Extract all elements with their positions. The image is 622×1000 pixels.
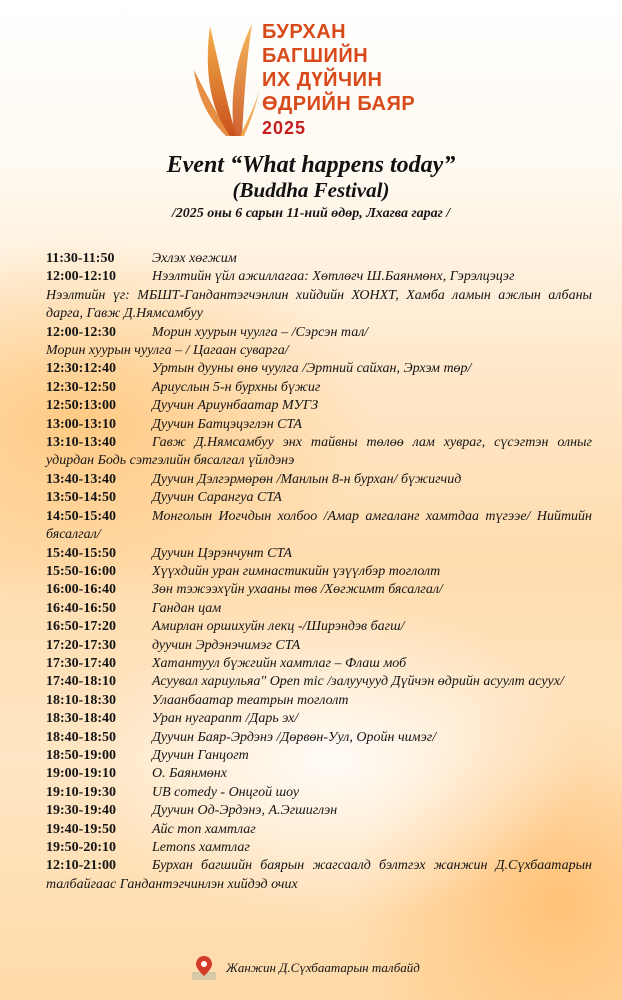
schedule-activity: Хатантуул бүжгийн хамтлаг – Флаш моб — [152, 655, 407, 671]
logo-year: 2025 — [262, 118, 307, 138]
schedule-activity: Дуучин Батцэцэглэн СТА — [152, 416, 302, 432]
schedule-time: 15:50-16:00 — [46, 563, 116, 579]
schedule-row — [46, 379, 592, 397]
logo-line-3: ИХ ДҮЙЧИН — [262, 69, 383, 91]
schedule-time: 12:00-12:30 — [46, 324, 116, 340]
schedule-row — [46, 784, 592, 802]
schedule-row — [46, 471, 592, 489]
schedule-row — [46, 729, 592, 747]
flame-logo-icon — [190, 20, 260, 140]
schedule-time: 13:50-14:50 — [46, 490, 116, 506]
schedule-time: 12:10-21:00 — [46, 858, 116, 874]
schedule-time: 17:40-18:10 — [46, 674, 116, 690]
schedule-activity: Эхлэх хөгжим — [152, 251, 237, 266]
schedule-time: 13:10-13:40 — [46, 435, 116, 451]
schedule-row — [46, 747, 592, 765]
logo-title — [262, 20, 415, 116]
event-date: /2025 оны 6 сарын 11-ний өдөр, Лхагва гараг / — [171, 206, 451, 221]
location-footer — [190, 954, 420, 982]
schedule-activity: Амирлан оршихуйн лекц -/Ширэндэв багш/ — [152, 619, 405, 635]
schedule-row — [46, 839, 592, 857]
schedule-activity: Нээлтийн үг: МБШТ-Гандантэгчэнлин хийдийн ХОНХТ, Хамба ламын ажлын албаны дарга, Гавж Д.Нямсамбуу — [46, 287, 592, 322]
schedule-time: 14:50-15:40 — [46, 508, 116, 524]
schedule-activity: Дуучин Дэлгэрмөрөн /Манлын 8-н бурхан/ бүжигчид — [152, 471, 462, 487]
schedule-time: 19:00-19:10 — [46, 766, 116, 782]
schedule-row — [46, 287, 592, 324]
event-subtitle: (Buddha Festival) — [232, 178, 390, 202]
schedule-time: 12:30-12:50 — [46, 379, 116, 395]
schedule-activity: Дуучин Цэрэнчунт СТА — [152, 545, 292, 561]
schedule-activity: Дуучин Од-Эрдэнэ, А.Эгшиглэн — [152, 803, 338, 819]
schedule-row — [46, 508, 592, 545]
schedule-row — [46, 692, 592, 710]
event-title: Event “What happens today” — [166, 152, 456, 178]
schedule-activity: Уртын дууны өнө чуулга /Эртний сайхан, Эрхэм төр/ — [152, 361, 472, 377]
schedule-row — [46, 360, 592, 378]
logo-line-1: БУРХАН — [262, 21, 347, 43]
schedule-list — [46, 250, 592, 894]
schedule-time: 18:10-18:30 — [46, 692, 116, 708]
schedule-row — [46, 710, 592, 728]
schedule-time: 16:50-17:20 — [46, 619, 116, 635]
schedule-row — [46, 342, 592, 360]
schedule-activity: Морин хуурын чуулга – / Цагаан суварга/ — [46, 343, 289, 359]
schedule-time: 17:20-17:30 — [46, 637, 116, 653]
schedule-time: 17:30-17:40 — [46, 655, 116, 671]
schedule-row — [46, 600, 592, 618]
schedule-row — [46, 324, 592, 342]
schedule-activity: дуучин Эрдэнэчимэг СТА — [152, 637, 301, 653]
schedule-row — [46, 673, 592, 691]
schedule-activity: UB comedy - Онцгой шоу — [152, 784, 300, 800]
schedule-activity: Гандан цам — [152, 600, 222, 616]
schedule-activity: Дуучин Ганцогт — [152, 747, 249, 763]
schedule-row — [46, 821, 592, 839]
schedule-activity: О. Баянмөнх — [152, 766, 227, 782]
schedule-activity: Ариуслын 5-н бурхны бүжиг — [152, 379, 321, 395]
schedule-time: 19:40-19:50 — [46, 821, 116, 837]
schedule-row — [46, 563, 592, 581]
schedule-row — [46, 618, 592, 636]
schedule-activity: Морин хуурын чуулга – /Сэрсэн тал/ — [152, 324, 369, 340]
logo-line-2: БАГШИЙН — [262, 45, 369, 67]
schedule-time: 18:30-18:40 — [46, 711, 116, 727]
schedule-time: 18:40-18:50 — [46, 729, 116, 745]
schedule-row — [46, 581, 592, 599]
schedule-activity: Улаанбаатар театрын тоглолт — [152, 692, 349, 708]
schedule-activity: Асуувал хариульяа" Open mic /залуучууд Дүйчэн өдрийн асуулт асууx/ — [152, 674, 564, 690]
map-pin-icon — [190, 954, 218, 982]
schedule-time: 12:00-12:10 — [46, 269, 116, 285]
schedule-time: 16:40-16:50 — [46, 600, 116, 616]
schedule-row — [46, 857, 592, 894]
schedule-row — [46, 268, 592, 286]
schedule-time: 19:10-19:30 — [46, 784, 116, 800]
schedule-time: 13:40-13:40 — [46, 471, 116, 487]
schedule-time: 19:30-19:40 — [46, 803, 116, 819]
schedule-row — [46, 489, 592, 507]
schedule-row — [46, 434, 592, 471]
location-text: Жанжин Д.Сүхбаатарын талбайд — [226, 960, 420, 975]
logo-line-4: ӨДРИЙН БАЯР — [262, 93, 416, 115]
schedule-activity: Дуучин Баяр-Эрдэнэ /Дөрвөн-Уул, Оройн чимэг/ — [152, 729, 437, 745]
schedule-activity: Уран нугарапт /Дарь эх/ — [152, 711, 299, 727]
schedule-activity: Монголын Иогчдын холбоо /Амар амгаланг хамтдаа түгээе/ Нийтийн бясалгал/ — [46, 508, 592, 543]
schedule-activity: Айс топ хамтлаг — [152, 821, 256, 837]
schedule-activity: Дуучин Сарангуа СТА — [152, 490, 282, 506]
schedule-activity: Гавж Д.Нямсамбуу энх тайвны төлөө лам хувраг, сүсэгтэн олныг удирдан Бодь сэтгэлийн бясалгал үйлдэнэ — [46, 435, 592, 469]
schedule-row — [46, 802, 592, 820]
schedule-time: 13:00-13:10 — [46, 416, 116, 432]
schedule-time: 18:50-19:00 — [46, 747, 116, 763]
schedule-activity: Хүүхдийн уран гимнастикийн үзүүлбэр тоглолт — [152, 563, 441, 579]
schedule-activity: Lemons хамтлаг — [152, 840, 250, 855]
schedule-activity: Дуучин Ариунбаатар МУГЗ — [152, 398, 319, 414]
festival-logo — [190, 10, 430, 142]
schedule-row — [46, 545, 592, 563]
schedule-row — [46, 416, 592, 434]
schedule-activity: Нээлтийн үйл ажиллагаа: Хөтлөгч Ш.Баянмөнх, Гэрэлцэцэг — [152, 269, 515, 285]
schedule-time: 12:50:13:00 — [46, 398, 116, 414]
schedule-activity: Зөн тэжээхүйн ухааны төв /Хөгжимт бясалгал/ — [152, 582, 443, 598]
schedule-row — [46, 397, 592, 415]
schedule-time: 19:50-20:10 — [46, 840, 116, 855]
schedule-row — [46, 637, 592, 655]
schedule-time: 15:40-15:50 — [46, 545, 116, 561]
schedule-activity: Бурхан багшийн баярын жагсаалд бэлтгэх жанжин Д.Сүхбаатарын талбайгаас Гандантэгчинлэн хийдэд очих — [46, 858, 592, 892]
schedule-time: 16:00-16:40 — [46, 582, 116, 598]
schedule-time: 11:30-11:50 — [46, 251, 115, 266]
schedule-row — [46, 655, 592, 673]
schedule-time: 12:30:12:40 — [46, 361, 116, 377]
schedule-row — [46, 250, 592, 268]
schedule-row — [46, 765, 592, 783]
